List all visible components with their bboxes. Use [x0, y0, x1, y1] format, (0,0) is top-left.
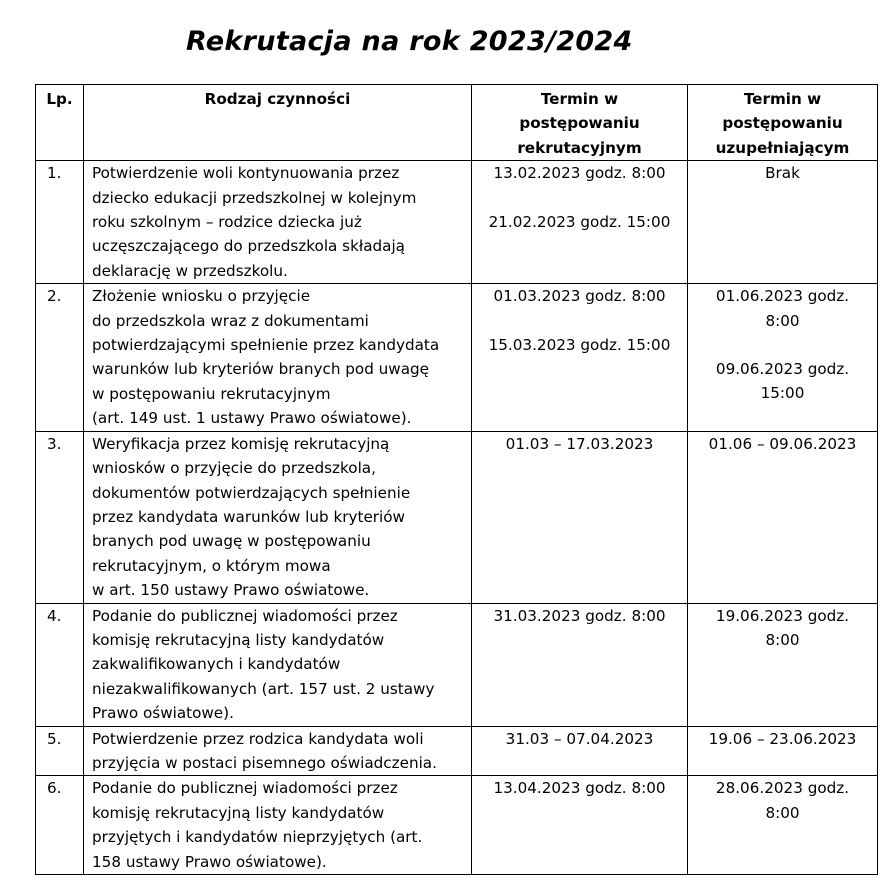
- supp-term-range: 01.06 – 09.06.2023: [708, 434, 857, 453]
- description-line: wniosków o przyjęcie do przedszkola,: [92, 459, 376, 478]
- header-lp: Lp.: [36, 85, 84, 161]
- description-line: branych pod uwagę w postępowaniu: [92, 532, 371, 551]
- description-line: warunków lub kryteriów branych pod uwagę: [92, 360, 430, 379]
- supp-term-value: Brak: [765, 164, 800, 183]
- supp-term-time: 8:00: [765, 630, 800, 649]
- supp-term-cell: [688, 726, 878, 776]
- description-line: niezakwalifikowanych (art. 157 ust. 2 ustawy: [92, 679, 435, 698]
- row-number: 6.: [36, 776, 84, 875]
- main-term-value: 13.04.2023 godz. 8:00: [493, 779, 666, 798]
- description-line: dziecko edukacji przedszkolnej w kolejnym: [92, 188, 417, 207]
- header-activity: Rodzaj czynności: [84, 85, 472, 161]
- supp-term-start: 01.06.2023 godz.: [715, 287, 850, 306]
- description-line: do przedszkola wraz z dokumentami: [92, 311, 369, 330]
- table-row: [36, 776, 878, 875]
- description-line: Weryfikacja przez komisję rekrutacyjną: [92, 434, 390, 453]
- main-term-start: 01.03.2023 godz. 8:00: [493, 287, 666, 306]
- row-number: 4.: [36, 603, 84, 726]
- description-line: 158 ustawy Prawo oświatowe).: [92, 852, 327, 871]
- header-supp-term-line1: Termin w: [743, 90, 822, 108]
- description-line: przyjętych i kandydatów nieprzyjętych (art.: [92, 828, 423, 847]
- main-term-end: 21.02.2023 godz. 15:00: [488, 212, 671, 231]
- main-term-start: 13.02.2023 godz. 8:00: [493, 164, 666, 183]
- main-term-cell: [472, 776, 688, 875]
- row-description: [84, 161, 472, 284]
- spacer: [472, 309, 687, 333]
- header-main-term-line3: rekrutacyjnym: [517, 138, 642, 157]
- table-row: [36, 431, 878, 603]
- spacer: [472, 186, 687, 210]
- spacer: [688, 333, 877, 357]
- description-line: Złożenie wniosku o przyjęcie: [92, 287, 311, 306]
- description-line: komisję rekrutacyjną listy kandydatów: [92, 630, 385, 649]
- table-header-row: [36, 85, 878, 161]
- description-line: uczęszczającego do przedszkola składają: [92, 237, 405, 256]
- header-supp-term-line2: postępowaniu: [722, 114, 843, 133]
- supp-term-range: 19.06 – 23.06.2023: [708, 729, 857, 748]
- page-title: Rekrutacja na rok 2023/2024: [186, 26, 633, 57]
- row-description: [84, 776, 472, 875]
- main-term-cell: [472, 161, 688, 284]
- description-line: (art. 149 ust. 1 ustawy Prawo oświatowe).: [92, 409, 412, 428]
- supp-term-end: 09.06.2023 godz.: [715, 360, 850, 379]
- table-row: [36, 726, 878, 776]
- description-line: rekrutacyjnym, o którym mowa: [92, 556, 331, 575]
- main-term-range: 31.03 – 07.04.2023: [505, 729, 654, 748]
- row-description: [84, 431, 472, 603]
- header-main-term-line2: postępowaniu: [519, 114, 640, 133]
- supp-term-value: 19.06.2023 godz.: [715, 606, 850, 625]
- description-line: potwierdzającymi spełnienie przez kandydata: [92, 336, 440, 355]
- main-term-value: 31.03.2023 godz. 8:00: [493, 606, 666, 625]
- recruitment-schedule-table: [35, 84, 878, 875]
- description-line: w postępowaniu rekrutacyjnym: [92, 384, 331, 403]
- description-line: Prawo oświatowe).: [92, 704, 234, 723]
- description-line: Potwierdzenie przez rodzica kandydata woli: [92, 729, 424, 748]
- description-line: komisję rekrutacyjną listy kandydatów: [92, 803, 385, 822]
- description-line: deklarację w przedszkolu.: [92, 261, 288, 280]
- table-row: [36, 284, 878, 431]
- description-line: Podanie do publicznej wiadomości przez: [92, 606, 398, 625]
- description-line: dokumentów potwierdzających spełnienie: [92, 483, 411, 502]
- header-main-term: [472, 85, 688, 161]
- row-number: 5.: [36, 726, 84, 776]
- main-term-cell: [472, 726, 688, 776]
- header-supp-term: [688, 85, 878, 161]
- description-line: zakwalifikowanych i kandydatów: [92, 655, 341, 674]
- row-number: 3.: [36, 431, 84, 603]
- supp-term-cell: [688, 284, 878, 431]
- supp-term-time: 8:00: [765, 803, 800, 822]
- description-line: Potwierdzenie woli kontynuowania przez: [92, 164, 400, 183]
- table-row: [36, 161, 878, 284]
- supp-term-start-time: 8:00: [765, 311, 800, 330]
- main-term-cell: [472, 284, 688, 431]
- supp-term-cell: [688, 776, 878, 875]
- row-description: [84, 284, 472, 431]
- main-term-cell: [472, 603, 688, 726]
- header-main-term-line1: Termin w: [540, 90, 619, 108]
- supp-term-cell: [688, 431, 878, 603]
- supp-term-value: 28.06.2023 godz.: [715, 779, 850, 798]
- description-line: przyjęcia w postaci pisemnego oświadczenia.: [92, 753, 437, 772]
- main-term-end: 15.03.2023 godz. 15:00: [488, 335, 671, 354]
- table-row: [36, 603, 878, 726]
- row-description: [84, 726, 472, 776]
- row-number: 2.: [36, 284, 84, 431]
- supp-term-cell: [688, 161, 878, 284]
- description-line: przez kandydata warunków lub kryteriów: [92, 507, 405, 526]
- row-description: [84, 603, 472, 726]
- header-supp-term-line3: uzupełniającym: [715, 138, 850, 157]
- description-line: w art. 150 ustawy Prawo oświatowe.: [92, 581, 370, 600]
- supp-term-cell: [688, 603, 878, 726]
- main-term-range: 01.03 – 17.03.2023: [505, 434, 654, 453]
- main-term-cell: [472, 431, 688, 603]
- description-line: roku szkolnym – rodzice dziecka już: [92, 213, 362, 232]
- supp-term-end-time: 15:00: [760, 384, 805, 403]
- row-number: 1.: [36, 161, 84, 284]
- description-line: Podanie do publicznej wiadomości przez: [92, 779, 398, 798]
